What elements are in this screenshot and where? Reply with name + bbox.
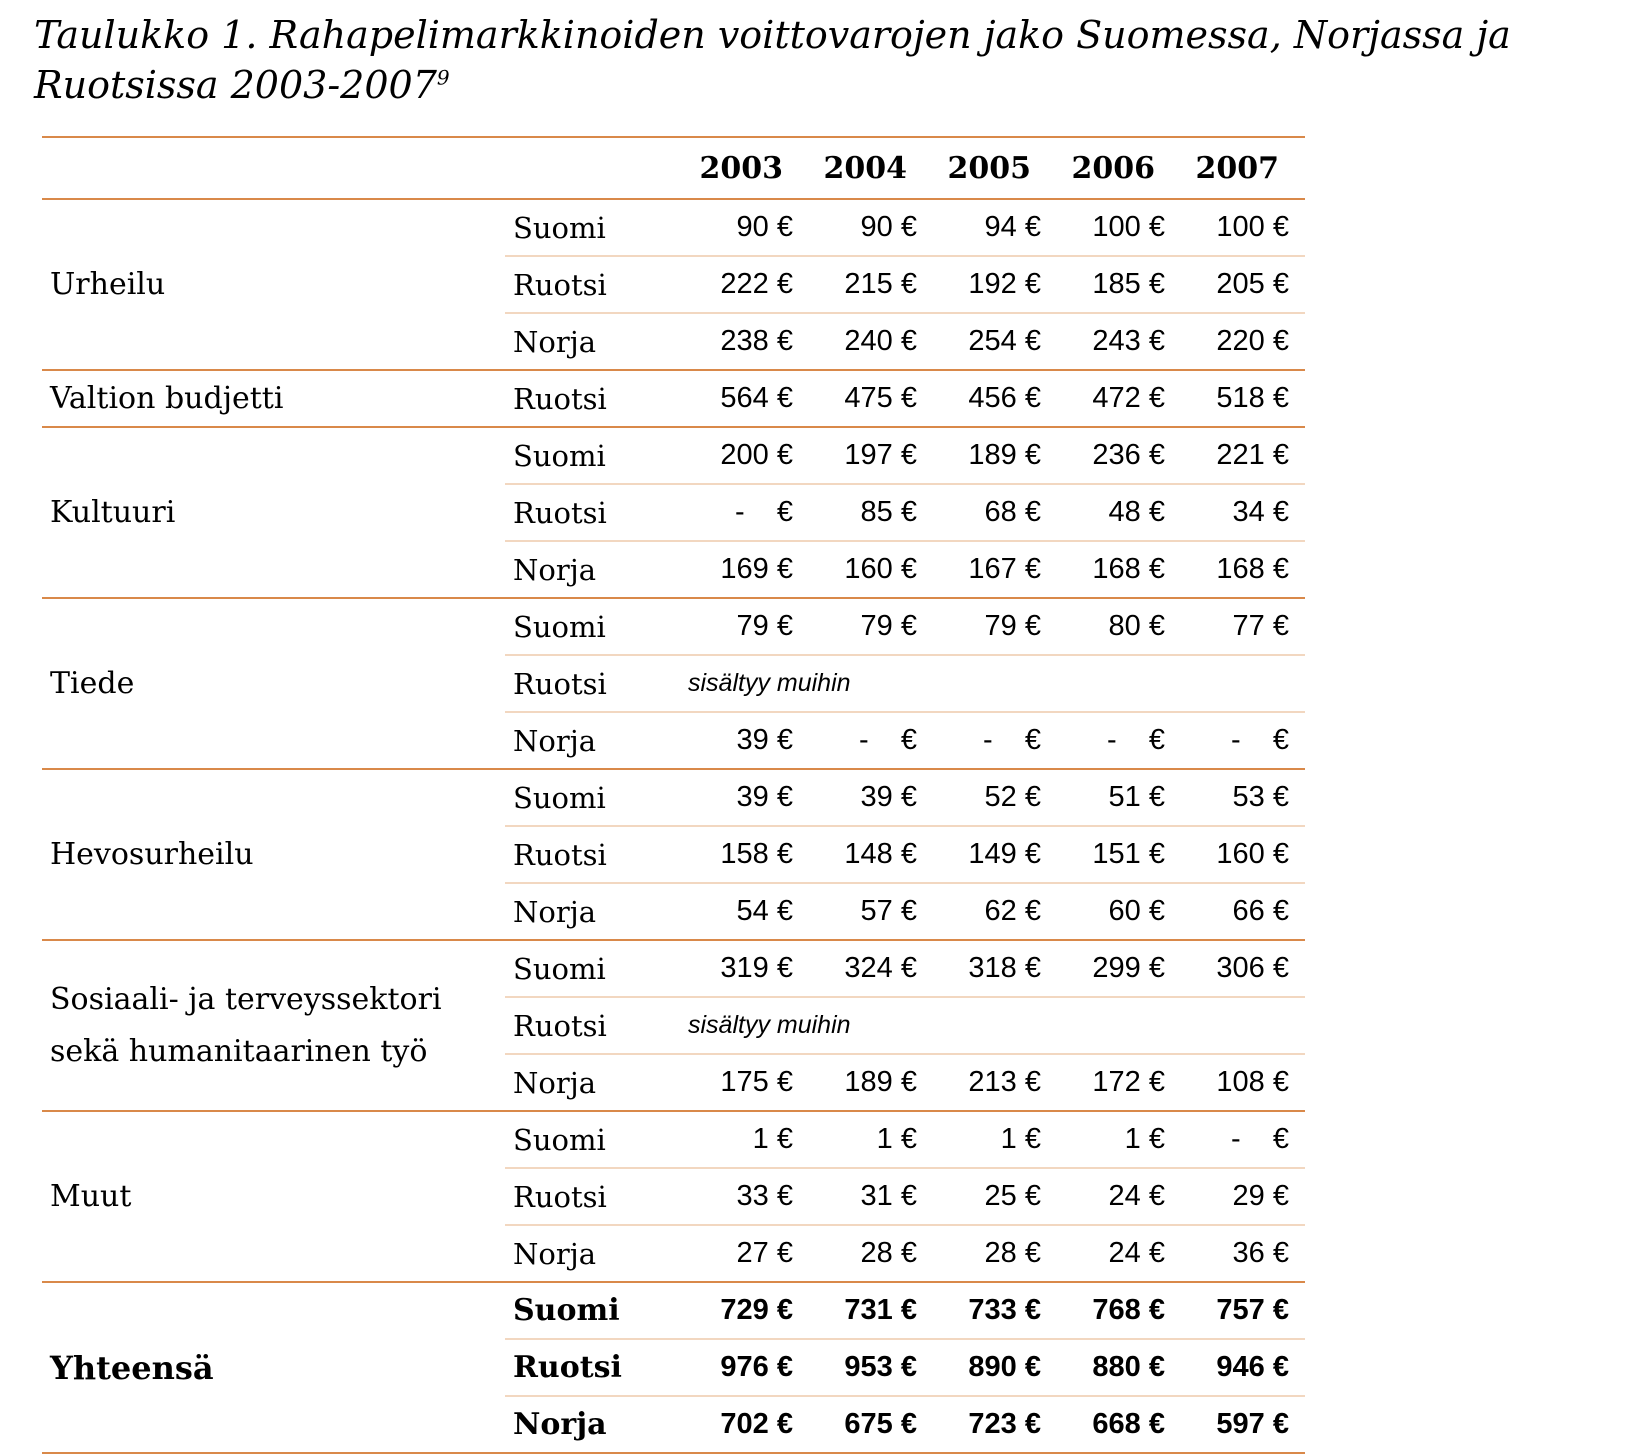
value-cell: 94 € <box>933 199 1057 256</box>
table-row <box>42 427 1305 484</box>
value-cell: 472 € <box>1057 370 1181 427</box>
value-cell: 79 € <box>672 598 809 655</box>
table-row <box>42 370 1305 427</box>
value-cell: 953 € <box>809 1339 933 1396</box>
country-label: Norja <box>505 712 672 769</box>
value-cell: 254 € <box>933 313 1057 370</box>
value-cell: 151 € <box>1057 826 1181 883</box>
value-cell: - € <box>1057 712 1181 769</box>
value-cell: 29 € <box>1181 1168 1305 1225</box>
value-cell: 731 € <box>809 1282 933 1339</box>
table-caption <box>34 10 1614 110</box>
value-cell: 39 € <box>672 712 809 769</box>
country-label: Norja <box>505 883 672 940</box>
value-cell: 597 € <box>1181 1396 1305 1453</box>
value-cell: 51 € <box>1057 769 1181 826</box>
value-cell: 205 € <box>1181 256 1305 313</box>
country-label: Ruotsi <box>505 1168 672 1225</box>
category-label: Urheilu <box>42 199 505 370</box>
value-cell: 168 € <box>1057 541 1181 598</box>
year-header: 2003 <box>672 137 809 199</box>
category-label: Valtion budjetti <box>42 370 505 427</box>
value-cell: - € <box>933 712 1057 769</box>
distribution-table-container <box>42 136 1305 1454</box>
value-cell: 149 € <box>933 826 1057 883</box>
value-cell: 221 € <box>1181 427 1305 484</box>
table-row <box>42 199 1305 256</box>
value-cell: 185 € <box>1057 256 1181 313</box>
category-label: Muut <box>42 1111 505 1282</box>
value-cell: 675 € <box>809 1396 933 1453</box>
value-cell: 238 € <box>672 313 809 370</box>
value-cell: 39 € <box>672 769 809 826</box>
value-cell: 148 € <box>809 826 933 883</box>
value-cell: 757 € <box>1181 1282 1305 1339</box>
year-header: 2005 <box>933 137 1057 199</box>
value-cell: 168 € <box>1181 541 1305 598</box>
footnote-marker: 9 <box>436 65 450 90</box>
value-cell: 668 € <box>1057 1396 1181 1453</box>
value-cell: 215 € <box>809 256 933 313</box>
value-cell: - € <box>672 484 809 541</box>
value-cell: 28 € <box>809 1225 933 1282</box>
header-empty-category <box>42 137 505 199</box>
country-label: Ruotsi <box>505 1339 672 1396</box>
table-row <box>42 598 1305 655</box>
value-cell: 222 € <box>672 256 809 313</box>
value-cell: 169 € <box>672 541 809 598</box>
included-elsewhere-note: sisältyy muihin <box>672 997 1305 1054</box>
value-cell: 236 € <box>1057 427 1181 484</box>
value-cell: 1 € <box>809 1111 933 1168</box>
country-label: Ruotsi <box>505 655 672 712</box>
category-label: Kultuuri <box>42 427 505 598</box>
table-header <box>42 137 1305 199</box>
value-cell: 53 € <box>1181 769 1305 826</box>
value-cell: 318 € <box>933 940 1057 997</box>
value-cell: 100 € <box>1057 199 1181 256</box>
value-cell: 456 € <box>933 370 1057 427</box>
category-label: Tiede <box>42 598 505 769</box>
value-cell: 24 € <box>1057 1168 1181 1225</box>
country-label: Ruotsi <box>505 256 672 313</box>
category-label: Hevosurheilu <box>42 769 505 940</box>
value-cell: - € <box>1181 712 1305 769</box>
year-header: 2006 <box>1057 137 1181 199</box>
country-label: Norja <box>505 541 672 598</box>
value-cell: 518 € <box>1181 370 1305 427</box>
value-cell: 158 € <box>672 826 809 883</box>
value-cell: 100 € <box>1181 199 1305 256</box>
value-cell: 220 € <box>1181 313 1305 370</box>
value-cell: 36 € <box>1181 1225 1305 1282</box>
value-cell: 34 € <box>1181 484 1305 541</box>
year-header: 2004 <box>809 137 933 199</box>
value-cell: 39 € <box>809 769 933 826</box>
value-cell: 33 € <box>672 1168 809 1225</box>
value-cell: 880 € <box>1057 1339 1181 1396</box>
value-cell: 729 € <box>672 1282 809 1339</box>
value-cell: 175 € <box>672 1054 809 1111</box>
table-row <box>42 769 1305 826</box>
value-cell: 172 € <box>1057 1054 1181 1111</box>
value-cell: 57 € <box>809 883 933 940</box>
value-cell: 306 € <box>1181 940 1305 997</box>
value-cell: 197 € <box>809 427 933 484</box>
value-cell: 319 € <box>672 940 809 997</box>
country-label: Suomi <box>505 199 672 256</box>
value-cell: 66 € <box>1181 883 1305 940</box>
value-cell: 324 € <box>809 940 933 997</box>
table-row <box>42 1111 1305 1168</box>
value-cell: 768 € <box>1057 1282 1181 1339</box>
value-cell: 200 € <box>672 427 809 484</box>
country-label: Norja <box>505 1396 672 1453</box>
value-cell: 68 € <box>933 484 1057 541</box>
country-label: Ruotsi <box>505 826 672 883</box>
value-cell: 564 € <box>672 370 809 427</box>
value-cell: 79 € <box>933 598 1057 655</box>
country-label: Suomi <box>505 1282 672 1339</box>
table-body <box>42 199 1305 1453</box>
value-cell: - € <box>809 712 933 769</box>
value-cell: 52 € <box>933 769 1057 826</box>
value-cell: 28 € <box>933 1225 1057 1282</box>
country-label: Suomi <box>505 598 672 655</box>
value-cell: 192 € <box>933 256 1057 313</box>
value-cell: 25 € <box>933 1168 1057 1225</box>
value-cell: 946 € <box>1181 1339 1305 1396</box>
value-cell: 60 € <box>1057 883 1181 940</box>
country-label: Norja <box>505 1225 672 1282</box>
value-cell: 189 € <box>809 1054 933 1111</box>
country-label: Suomi <box>505 1111 672 1168</box>
value-cell: 79 € <box>809 598 933 655</box>
value-cell: 299 € <box>1057 940 1181 997</box>
country-label: Suomi <box>505 427 672 484</box>
value-cell: 80 € <box>1057 598 1181 655</box>
value-cell: 54 € <box>672 883 809 940</box>
value-cell: 890 € <box>933 1339 1057 1396</box>
value-cell: 723 € <box>933 1396 1057 1453</box>
value-cell: 90 € <box>672 199 809 256</box>
value-cell: 85 € <box>809 484 933 541</box>
value-cell: 90 € <box>809 199 933 256</box>
country-label: Ruotsi <box>505 370 672 427</box>
table-row <box>42 940 1305 997</box>
category-label: Sosiaali- ja terveyssektori sekä humanitaarinen työ <box>42 940 505 1111</box>
value-cell: 733 € <box>933 1282 1057 1339</box>
value-cell: 243 € <box>1057 313 1181 370</box>
value-cell: 976 € <box>672 1339 809 1396</box>
value-cell: 24 € <box>1057 1225 1181 1282</box>
included-elsewhere-note: sisältyy muihin <box>672 655 1305 712</box>
value-cell: 48 € <box>1057 484 1181 541</box>
header-row <box>42 137 1305 199</box>
country-label: Suomi <box>505 940 672 997</box>
country-label: Ruotsi <box>505 997 672 1054</box>
value-cell: 108 € <box>1181 1054 1305 1111</box>
distribution-table <box>42 136 1305 1454</box>
value-cell: 702 € <box>672 1396 809 1453</box>
value-cell: 62 € <box>933 883 1057 940</box>
year-header: 2007 <box>1181 137 1305 199</box>
value-cell: 475 € <box>809 370 933 427</box>
value-cell: 167 € <box>933 541 1057 598</box>
country-label: Suomi <box>505 769 672 826</box>
value-cell: 240 € <box>809 313 933 370</box>
value-cell: 1 € <box>1057 1111 1181 1168</box>
country-label: Ruotsi <box>505 484 672 541</box>
value-cell: 189 € <box>933 427 1057 484</box>
value-cell: 1 € <box>933 1111 1057 1168</box>
total-row <box>42 1282 1305 1339</box>
value-cell: - € <box>1181 1111 1305 1168</box>
value-cell: 77 € <box>1181 598 1305 655</box>
caption-text: Taulukko 1. Rahapelimarkkinoiden voittovarojen jako Suomessa, Norjassa ja Ruotsissa 2003-2007 <box>34 13 1511 107</box>
value-cell: 27 € <box>672 1225 809 1282</box>
header-empty-country <box>505 137 672 199</box>
value-cell: 160 € <box>809 541 933 598</box>
value-cell: 213 € <box>933 1054 1057 1111</box>
value-cell: 160 € <box>1181 826 1305 883</box>
value-cell: 1 € <box>672 1111 809 1168</box>
country-label: Norja <box>505 313 672 370</box>
category-label: Yhteensä <box>42 1282 505 1453</box>
value-cell: 31 € <box>809 1168 933 1225</box>
country-label: Norja <box>505 1054 672 1111</box>
